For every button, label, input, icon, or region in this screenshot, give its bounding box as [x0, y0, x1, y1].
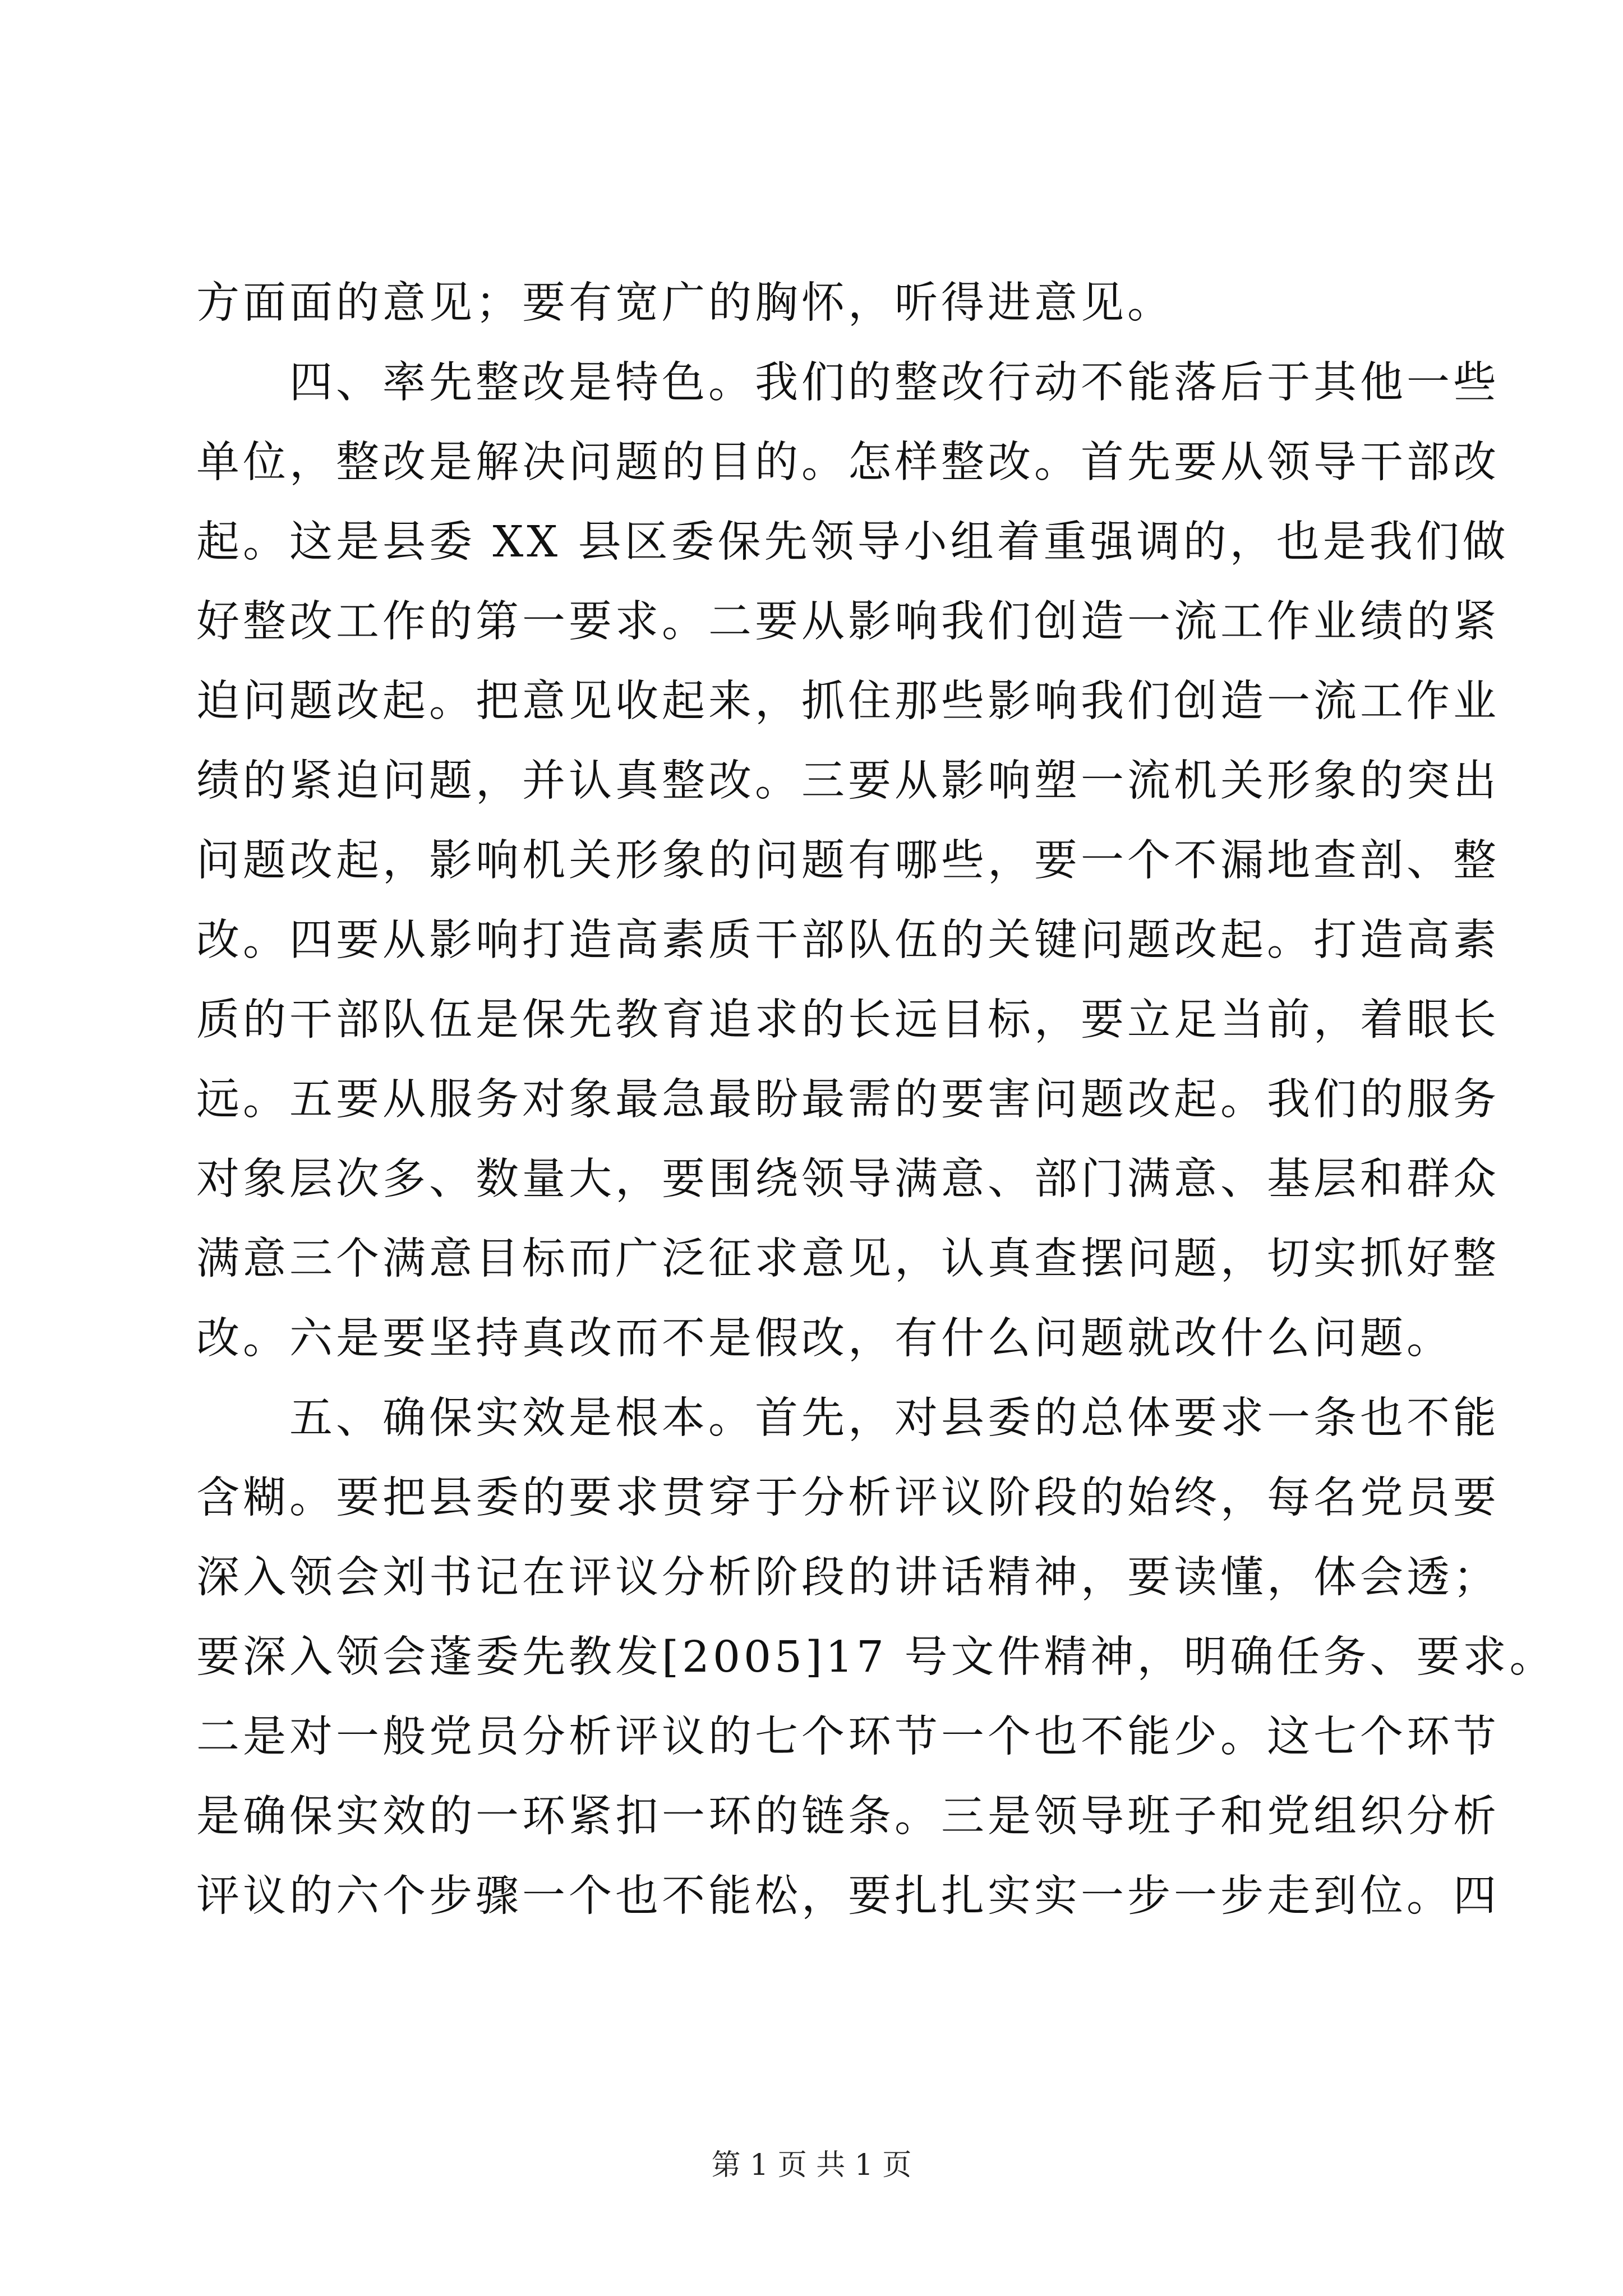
text-line: 满意三个满意目标而广泛征求意见，认真查摆问题，切实抓好整 [196, 1234, 1500, 1284]
text-line: 绩的紧迫问题，并认真整改。三要从影响塑一流机关形象的突出 [196, 756, 1500, 806]
text-line: 好整改工作的第一要求。二要从影响我们创造一流工作业绩的紧 [196, 597, 1500, 647]
text-line: 对象层次多、数量大，要围绕领导满意、部门满意、基层和群众 [196, 1154, 1500, 1204]
text-line: 改。六是要坚持真改而不是假改，有什么问题就改什么问题。 [196, 1314, 1453, 1364]
text-line: 单位，整改是解决问题的目的。怎样整改。首先要从领导干部改 [196, 438, 1500, 487]
text-line: 要深入领会蓬委先教发[2005]17 号文件精神，明确任务、要求。 [196, 1632, 1556, 1682]
text-line: 四、率先整改是特色。我们的整改行动不能落后于其他一些 [196, 358, 1500, 408]
page-footer [0, 2148, 1623, 2182]
page-number-label: 第 1 页 共 1 页 [711, 2148, 912, 2182]
text-line: 质的干部队伍是保先教育追求的长远目标，要立足当前，着眼长 [196, 995, 1500, 1045]
text-line: 评议的六个步骤一个也不能松，要扎扎实实一步一步走到位。四 [196, 1871, 1500, 1921]
text-line: 五、确保实效是根本。首先，对县委的总体要求一条也不能 [196, 1393, 1500, 1443]
document-body [196, 264, 1556, 1936]
text-line: 问题改起，影响机关形象的问题有哪些，要一个不漏地查剖、整 [196, 836, 1500, 886]
text-line: 起。这是县委 XX 县区委保先领导小组着重强调的，也是我们做 [196, 517, 1509, 567]
text-line: 改。四要从影响打造高素质干部队伍的关键问题改起。打造高素 [196, 915, 1500, 965]
text-line: 远。五要从服务对象最急最盼最需的要害问题改起。我们的服务 [196, 1075, 1500, 1125]
text-line: 深入领会刘书记在评议分析阶段的讲话精神，要读懂，体会透； [196, 1553, 1500, 1603]
text-line: 含糊。要把县委的要求贯穿于分析评议阶段的始终，每名党员要 [196, 1473, 1500, 1523]
text-line: 迫问题改起。把意见收起来，抓住那些影响我们创造一流工作业 [196, 677, 1500, 726]
text-line: 是确保实效的一环紧扣一环的链条。三是领导班子和党组织分析 [196, 1792, 1500, 1842]
text-line: 二是对一般党员分析评议的七个环节一个也不能少。这七个环节 [196, 1712, 1500, 1762]
text-line: 方面面的意见；要有宽广的胸怀，听得进意见。 [196, 278, 1174, 328]
